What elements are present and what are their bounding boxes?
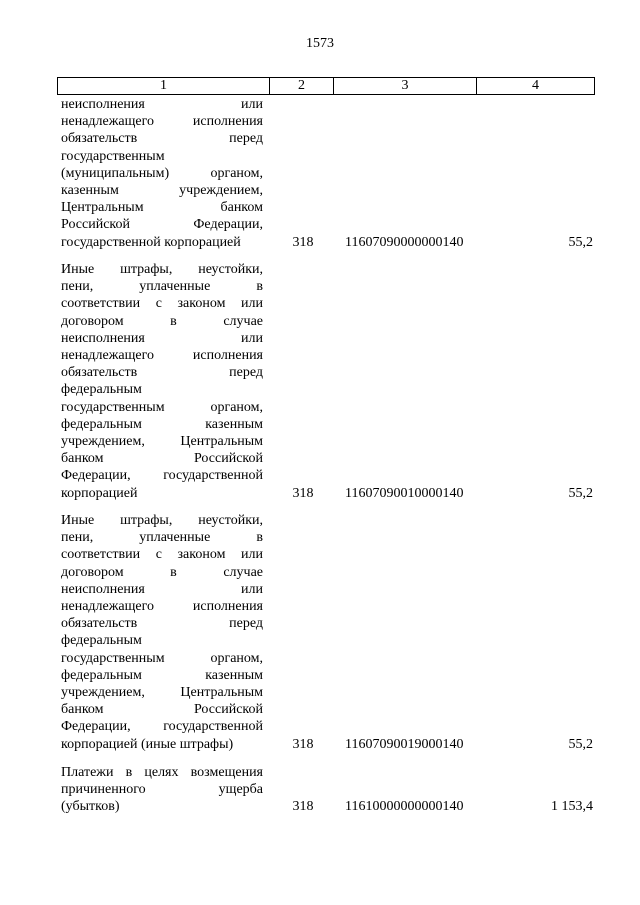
page-number: 1573 — [306, 36, 334, 51]
admin-code: 318 — [292, 736, 314, 752]
description-line: пени, уплаченные в — [61, 279, 263, 295]
budget-classification-code: 11610000000000140 — [345, 799, 464, 815]
column-header-3: 3 — [333, 78, 476, 94]
description-line: учреждением, Центральным — [61, 685, 263, 701]
table-header — [57, 77, 595, 95]
description-line: банком Российской — [61, 451, 263, 467]
budget-classification-code: 11607090019000140 — [345, 736, 464, 752]
row-description — [61, 96, 263, 251]
description-line: ненадлежащего исполнения — [61, 348, 263, 364]
description-line: обязательств перед — [61, 616, 263, 632]
description-line: федеральным казенным — [61, 667, 263, 683]
description-line: государственным органом, — [61, 399, 263, 415]
description-line: неисполнения или — [61, 97, 263, 112]
description-line: неисполнения или — [61, 330, 263, 346]
admin-code: 318 — [292, 799, 314, 815]
description-line: ненадлежащего исполнения — [61, 599, 263, 615]
row-description — [61, 261, 263, 502]
column-header-1: 1 — [160, 78, 167, 93]
description-line: государственным органом, — [61, 650, 263, 666]
description-line: федеральным казенным — [61, 416, 263, 432]
description-line: неисполнения или — [61, 581, 263, 597]
description-line: (убытков) — [61, 799, 120, 815]
description-line: ненадлежащего исполнения — [61, 114, 263, 130]
description-line: банком Российской — [61, 702, 263, 718]
admin-code: 318 — [292, 234, 314, 250]
description-line: федеральным — [61, 633, 142, 649]
description-line: Иные штрафы, неустойки, — [61, 262, 263, 277]
description-line: Иные штрафы, неустойки, — [61, 513, 263, 528]
amount-value: 1 153,4 — [551, 799, 593, 815]
description-line: государственной корпорацией — [61, 234, 241, 250]
description-line: (муниципальным) органом, — [61, 165, 263, 181]
description-line: соответствии с законом или — [61, 547, 263, 563]
amount-value: 55,2 — [568, 736, 593, 752]
row-description — [61, 512, 263, 753]
row-description — [61, 764, 263, 816]
description-line: корпорацией (иные штрафы) — [61, 736, 234, 752]
description-line: казенным учреждением, — [61, 183, 263, 199]
description-line: пени, уплаченные в — [61, 530, 263, 546]
description-line: обязательств перед — [61, 131, 263, 147]
description-line: Российской Федерации, — [61, 217, 263, 233]
description-line: корпорацией — [61, 485, 138, 501]
amount-value: 55,2 — [568, 485, 593, 501]
column-header-4: 4 — [476, 78, 594, 94]
description-line: договором в случае — [61, 564, 263, 580]
budget-classification-code: 11607090010000140 — [345, 485, 464, 501]
column-header-2: 2 — [269, 78, 333, 94]
description-line: учреждением, Центральным — [61, 434, 263, 450]
description-line: обязательств перед — [61, 365, 263, 381]
description-line: причиненного ущерба — [61, 782, 263, 798]
description-line: федеральным — [61, 382, 142, 398]
description-line: соответствии с законом или — [61, 296, 263, 312]
description-line: договором в случае — [61, 313, 263, 329]
description-line: Платежи в целях возмещения — [61, 765, 263, 780]
description-line: Федерации, государственной — [61, 468, 263, 484]
amount-value: 55,2 — [568, 234, 593, 250]
description-line: Федерации, государственной — [61, 719, 263, 735]
description-line: Центральным банком — [61, 200, 263, 216]
description-line: государственным — [61, 148, 165, 164]
budget-classification-code: 11607090000000140 — [345, 234, 464, 250]
admin-code: 318 — [292, 485, 314, 501]
